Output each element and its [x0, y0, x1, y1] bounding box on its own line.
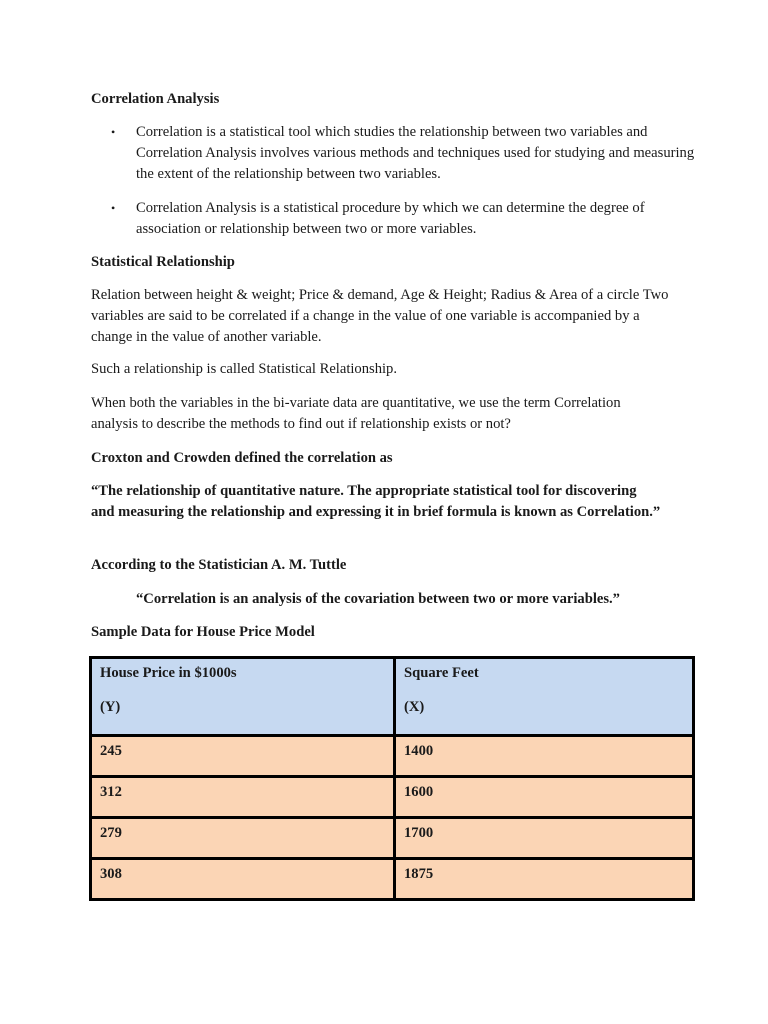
header-square-feet [395, 658, 694, 736]
cell-price: 245 [91, 736, 395, 777]
table-header-row [91, 658, 694, 736]
bullet-text: Correlation Analysis is a statistical procedure by which we can determine the degree of association or relationship between two or more variables. [136, 200, 645, 237]
table-row [91, 736, 694, 777]
header-variable: (Y) [100, 699, 121, 715]
statistical-relationship-heading: Statistical Relationship [91, 254, 235, 270]
table-row [91, 818, 694, 859]
header-label: House Price in $1000s [100, 665, 237, 681]
cell-sqft: 1700 [395, 818, 694, 859]
header-house-price [91, 658, 395, 736]
correlation-analysis-heading: Correlation Analysis [91, 91, 220, 107]
table-heading: Sample Data for House Price Model [91, 624, 315, 640]
bullet-dot-icon: • [111, 201, 116, 215]
relation-paragraph: Relation between height & weight; Price & demand, Age & Height; Radius & Area of a circle Two variables are said to be correlated if a change in the value of one variable is accompanied by a change in the value of another variable. [91, 287, 669, 345]
croxton-heading: Croxton and Crowden defined the correlation as [91, 450, 393, 466]
header-label: Square Feet [404, 665, 479, 681]
cell-sqft: 1600 [395, 777, 694, 818]
house-price-table [89, 656, 695, 901]
cell-price: 312 [91, 777, 395, 818]
bullet-dot-icon: • [111, 125, 116, 139]
cell-sqft: 1875 [395, 859, 694, 900]
bullet-item [91, 198, 696, 240]
cell-sqft: 1400 [395, 736, 694, 777]
tuttle-quote: “Correlation is an analysis of the covariation between two or more variables.” [136, 591, 620, 607]
cell-price: 279 [91, 818, 395, 859]
table-row [91, 859, 694, 900]
table-row [91, 777, 694, 818]
cell-price: 308 [91, 859, 395, 900]
tuttle-heading: According to the Statistician A. M. Tuttle [91, 557, 347, 573]
such-relationship-paragraph: Such a relationship is called Statistical Relationship. [91, 361, 398, 377]
bivariate-paragraph: When both the variables in the bi-variate data are quantitative, we use the term Correlation analysis to describe the methods to find out if relationship exists or not? [91, 395, 621, 432]
bullet-item [91, 122, 696, 185]
croxton-quote: “The relationship of quantitative nature. The appropriate statistical tool for discovering and measuring the relationship and expressing it in brief formula is known as Correlation.” [91, 483, 661, 520]
header-variable: (X) [404, 699, 425, 715]
bullet-text: Correlation is a statistical tool which studies the relationship between two variables and Correlation Analysis involves various methods and techniques used for studying and measuring the extent of the relationship between two variables. [136, 124, 695, 182]
